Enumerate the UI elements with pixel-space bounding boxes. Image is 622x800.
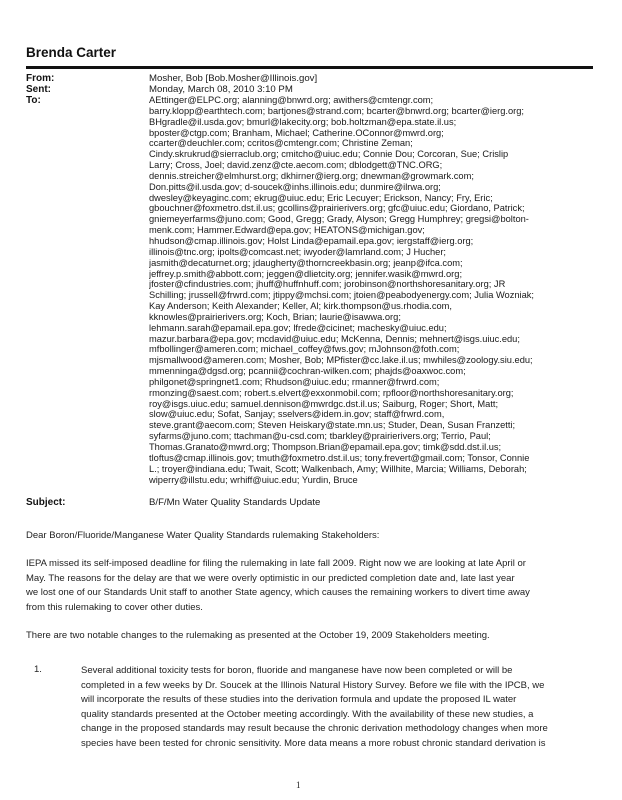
to-recipient-line: mfbollinger@ameren.com; michael_coffey@fws.gov; mJohnson@foth.com; (149, 344, 460, 355)
to-recipients-list (149, 95, 599, 485)
to-recipient-line: steve.grant@aecom.com; Steven Heiskary@state.mn.us; Studer, Dean, Susan Franzetti; (149, 420, 516, 431)
to-recipient-line: slow@uiuc.edu; Sofat, Sanjay; sselvers@idem.in.gov; staff@frwrd.com, (149, 409, 445, 420)
paragraph-line: IEPA missed its self-imposed deadline for filing the rulemaking in late fall 2009. Right now we are looking at late April or (26, 558, 526, 569)
salutation: Dear Boron/Fluoride/Manganese Water Quality Standards rulemaking Stakeholders: (26, 530, 380, 541)
to-recipient-line: menk.com; Hammer.Edward@epa.gov; HEATONS@michigan.gov; (149, 225, 425, 236)
list-item-line: species have been tested for chronic sensitivity. More data means a more robust chronic standard derivation is (81, 737, 546, 749)
sent-label: Sent: (26, 84, 51, 95)
to-recipient-line: kknowles@prairierivers.org; Koch, Brian; laurie@isawwa.org; (149, 311, 401, 322)
to-recipient-line: Thomas.Granato@mwrd.org; Thompson.Brian@epamail.epa.gov; timk@sdd.dst.il.us; (149, 442, 502, 452)
to-recipient-line: philgonet@springnet1.com; Rhudson@uiuc.edu; rmanner@frwrd.com; (149, 376, 440, 387)
to-recipient-line: lehmann.sarah@epamail.epa.gov; lfrede@cicinet; machesky@uiuc.edu; (149, 322, 447, 333)
to-recipient-line: mjsmallwood@ameren.com; Mosher, Bob; MPfister@cc.lake.il.us; mwhiles@zoology.siu.edu; (149, 355, 533, 366)
to-recipient-line: Cindy.skrukrud@sierraclub.org; cmitcho@uiuc.edu; Connie Dou; Corcoran, Sue; Crislip (149, 149, 509, 160)
to-recipient-line: illinois@tnc.org; ipolts@comcast.net; iwyoder@lamrland.com; J Hucher; (149, 246, 446, 257)
from-value: Mosher, Bob [Bob.Mosher@Illinois.gov] (149, 73, 318, 84)
paragraph-line: May. The reasons for the delay are that we were overly optimistic in our predicted completion date and, late last year (26, 572, 515, 584)
from-label: From: (26, 73, 55, 84)
to-recipient-line: dwesley@keyaginc.com; ekrug@uiuc.edu; Eric Lecuyer; Erickson, Nancy; Fry, Eric; (149, 192, 493, 203)
paragraph-delay (26, 557, 530, 615)
subject-label: Subject: (26, 497, 66, 508)
to-recipient-line: L.; troyer@indiana.edu; Twait, Scott; Walkenbach, Amy; Willhite, Marcia; Williams, Deborah; (149, 463, 527, 474)
to-recipient-line: mmenninga@dgsd.org; pcannii@cochran-wilken.com; phajds@oaxwoc.com; (149, 366, 466, 377)
to-recipient-line: roy@isgs.uiuc.edu; samuel.dennison@mwrdgc.dst.il.us; Saiburg, Roger; Short, Matt; (149, 398, 499, 409)
to-recipient-line: dennis.streicher@elmhurst.org; dkhirner@ierg.org; dnewman@growmark.com; (149, 170, 474, 181)
to-recipient-line: rmonzing@saest.com; robert.s.elvert@exxonmobil.com; rpfloor@northshoresanitary.org; (149, 387, 514, 398)
to-recipient-line: tloftus@cmap.illinois.gov; tmuth@foxmetro.dst.il.us; tony.frevert@gmail.com; Tonsor, Connie (149, 452, 530, 463)
list-item-line: completed in a few weeks by Dr. Soucek at the Illinois Natural History Survey. Before we file with the IPCB, we (81, 679, 545, 691)
list-item-line: change in the proposed standards may result because the chronic derivation methodology changes when more (81, 723, 548, 734)
to-recipient-line: Larry; Cross, Joel; david.zenz@cte.aecom.com; dblodgett@TNC.ORG; (149, 160, 443, 171)
sender-name: Brenda Carter (26, 45, 117, 60)
to-recipient-line: wiperry@illstu.edu; wrhiff@uiuc.edu; Yurdin, Bruce (149, 474, 358, 485)
page-number: 1 (296, 780, 301, 790)
paragraph-changes: There are two notable changes to the rulemaking as presented at the October 19, 2009 Stakeholders meeting. (26, 630, 490, 641)
to-recipient-line: gbouchner@foxmetro.dst.il.us; gcollins@prairierivers.org; gfc@uiuc.edu; Giordano, Patrick; (149, 203, 525, 214)
to-recipient-line: BHgradle@il.usda.gov; bmurl@lakecity.org; bob.holtzman@epa.state.il.us; (149, 116, 457, 127)
to-recipient-line: ccarter@deuchler.com; ccritos@cmtengr.com; Christine Zeman; (149, 138, 413, 149)
to-recipient-line: hhudson@cmap.illinois.gov; Holst Linda@epamail.epa.gov; iergstaff@ierg.org; (149, 235, 474, 246)
to-recipient-line: bposter@ctgp.com; Branham, Michael; Catherine.OConnor@mwrd.org; (149, 127, 444, 138)
sent-value: Monday, March 08, 2010 3:10 PM (149, 84, 293, 95)
to-recipient-line: barry.klopp@earthtech.com; bartjones@strand.com; bcarter@bnwrd.org; bcarter@ierg.org; (149, 105, 525, 116)
to-recipient-line: jfoster@cfindustries.com; jhuff@huffnhuff.com; jorobinson@northshoresanitary.org; JR (149, 279, 506, 290)
subject-value: B/F/Mn Water Quality Standards Update (149, 497, 321, 508)
list-item-line: will incorporate the results of these studies into the derivation formula and update the proposed IL water (81, 694, 517, 705)
to-recipient-line: gniemeyerfarms@juno.com; Good, Gregg; Grady, Alyson; Gregg Humphrey; gregsi@bolton- (149, 214, 529, 225)
list-item-toxicity-tests (81, 664, 621, 751)
header-divider (26, 66, 593, 69)
paragraph-line: from this rulemaking to cover other duties. (26, 601, 203, 613)
list-number: 1. (34, 664, 42, 675)
paragraph-line: we lost one of our Standards Unit staff to another State agency, which causes the remaining workers to divert time away (26, 587, 530, 598)
to-recipient-line: Don.pitts@il.usda.gov; d-soucek@inhs.illinois.edu; dunmire@ilrwa.org; (149, 181, 441, 192)
to-recipient-line: AEttinger@ELPC.org; alanning@bnwrd.org; awithers@cmtengr.com; (149, 95, 434, 105)
to-label: To: (26, 95, 41, 106)
to-recipient-line: Kay Anderson; Keith Alexander; Keller, Al; kirk.thompson@us.rhodia.com, (149, 301, 452, 312)
to-recipient-line: syfarms@juno.com; ttachman@u-csd.com; tbarkley@prairierivers.org; Terrio, Paul; (149, 431, 491, 442)
to-recipient-line: jasmith@decaturnet.org; jdaugherty@thorncreekbasin.org; jeanp@ifca.com; (149, 257, 463, 268)
to-recipient-line: mazur.barbara@epa.gov; mcdavid@uiuc.edu; McKenna, Dennis; mehnert@isgs.uiuc.edu; (149, 333, 520, 344)
to-recipient-line: jeffrey.p.smith@abbott.com; jeggen@dlietcity.org; jennifer.wasik@mwrd.org; (149, 268, 463, 279)
list-item-line: Several additional toxicity tests for boron, fluoride and manganese have now been completed or will be (81, 665, 513, 676)
to-recipient-line: Schilling; jrussell@frwrd.com; jtippy@mchsi.com; jtoien@peabodyenergy.com; Julia Wozniak; (149, 290, 535, 301)
list-item-line: quality standards presented at the October meeting accordingly. With the availability of these new studies, a (81, 708, 534, 720)
